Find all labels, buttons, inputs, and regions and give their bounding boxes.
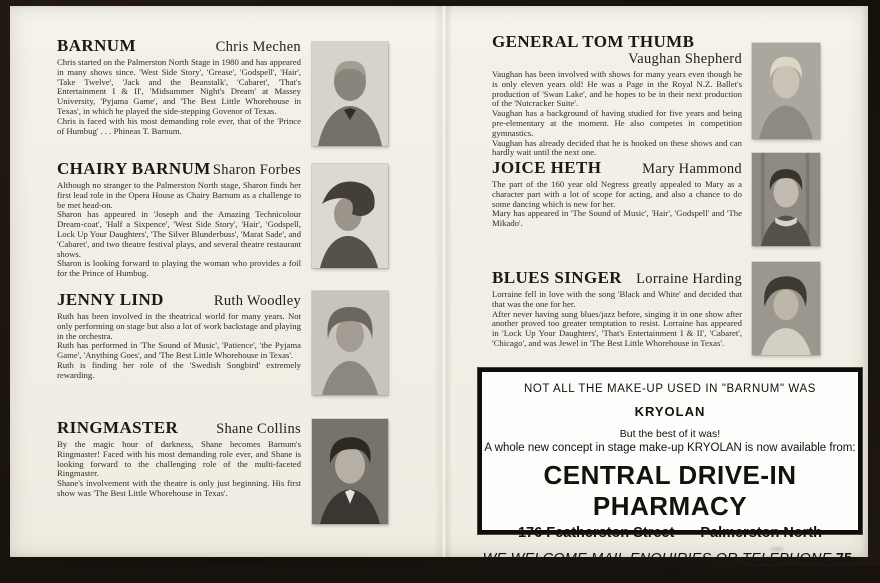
cast-entry-chairy-barnum — [57, 159, 301, 279]
actor-name: Lorraine Harding — [636, 271, 742, 287]
cast-bio — [57, 312, 301, 381]
ad-enquiries-line — [482, 551, 858, 583]
portrait-vaughan-shepherd — [752, 43, 820, 139]
ad-phone-number: 75-549 — [657, 551, 858, 583]
ad-brand-name: KRYOLAN — [634, 404, 706, 419]
portrait-silhouette-icon — [312, 42, 388, 146]
cast-bio — [492, 70, 742, 158]
role-name: BARNUM — [57, 36, 136, 55]
portrait-silhouette-icon — [752, 43, 820, 139]
portrait-ruth-woodley — [312, 291, 388, 395]
bio-paragraph: By the magic hour of darkness, Shane becomes Barnum's Ringmaster! Faced with his most demanding role ever, and Shane is looking forward to the challenging role of the multi-faceted Ringmaster. — [57, 439, 301, 479]
cast-bio — [57, 440, 301, 499]
bio-paragraph: Sharon is looking forward to playing the woman who provides a foil for the Prince of Humbug. — [57, 258, 301, 279]
ad-address-street: 176 Featherston Street — [517, 525, 675, 541]
cast-bio — [492, 290, 742, 349]
portrait-shane-collins — [312, 419, 388, 524]
actor-name: Shane Collins — [216, 421, 301, 437]
portrait-chris-mechen — [312, 42, 388, 146]
portrait-mary-hammond — [752, 153, 820, 246]
page-gutter-fold — [434, 6, 452, 557]
cast-entry-ringmaster — [57, 418, 301, 499]
scan-smudge — [770, 547, 784, 551]
cast-bio — [492, 180, 742, 229]
portrait-silhouette-icon — [752, 262, 820, 355]
bio-paragraph: Although no stranger to the Palmerston North stage, Sharon finds her first lead role in the Opera House as Chairy Barnum as a challenge to be met head-on. — [57, 180, 301, 210]
portrait-silhouette-icon — [312, 164, 388, 268]
ad-pharmacy-name: CENTRAL DRIVE-IN PHARMACY — [543, 460, 797, 521]
portrait-silhouette-icon — [312, 291, 388, 395]
role-name: GENERAL TOM THUMB — [492, 32, 695, 51]
role-name: JENNY LIND — [57, 290, 164, 309]
bio-paragraph: After never having sung blues/jazz before, singing it in one show after another proved too greater temptation to resist. Lorraine has appeared in 'Lock Up Your Daughters', 'That's Entertainment I & II', 'Cabaret', 'Chicago', and was Jewel in 'The Best Little Whorehouse in Texas'. — [492, 308, 742, 348]
ad-body-text: A whole new concept in stage make-up KRYOLAN is now available from: — [484, 442, 856, 454]
cast-entry-barnum — [57, 36, 301, 136]
portrait-silhouette-icon — [752, 153, 820, 246]
actor-name: Ruth Woodley — [213, 293, 301, 309]
actor-name: Sharon Forbes — [212, 162, 301, 178]
ad-address — [482, 525, 858, 541]
bio-paragraph: Chris started on the Palmerston North Stage in 1980 and has appeared in many shows since. 'West Side Story', 'Grease', 'Godspell', 'Hair', 'Take Twelve', 'Jack and the Beanstalk', 'Cabaret', 'That's Entertainment I & II', 'Midsummer Night's Dream' at Massey University, 'Pyjama Game', and 'The Best Little Whorehouse in Texas', in which he played the side-stepping Govenor of Texas. — [57, 57, 301, 116]
ad-tagline: But the best of it was! — [619, 428, 721, 440]
cast-entry-joice-heth — [492, 158, 742, 229]
actor-name: Mary Hammond — [642, 161, 742, 177]
bio-paragraph: Ruth has performed in 'The Sound of Music', 'Patience', 'the Pyjama Game', 'Anything Goes', and 'The Best Little Whorehouse in Texas'. — [57, 340, 301, 361]
role-name: BLUES SINGER — [492, 268, 622, 287]
ad-address-city: Palmerston North — [700, 525, 822, 541]
bio-paragraph: Ruth has been involved in the theatrical world for many years. Not only performing on stage but also a lot of work backstage and playing in the orchestra. — [57, 311, 301, 341]
bio-paragraph: Vaughan has a background of having studied for five years and being pre-elementary at the moment. He also competes in competition gymnastics. — [492, 108, 742, 138]
cast-bio — [57, 181, 301, 279]
cast-entry-blues-singer — [492, 268, 742, 349]
actor-name: Chris Mechen — [215, 39, 301, 55]
ad-headline: NOT ALL THE MAKE-UP USED IN "BARNUM" WAS — [523, 383, 817, 395]
bio-paragraph: Chris is faced with his most demanding role ever, that of the 'Prince of Humbug' . . . Phineas T. Barnum. — [57, 115, 301, 136]
ad-enquiries-text: WE WELCOME MAIL ENQUIRIES OR TELEPHONE — [482, 551, 832, 567]
bio-paragraph: Vaughan has been involved with shows for many years even though he is only eleven years old! He was a Page in the Royal N.Z. Ballet's production of 'Swan Lake', and he hopes to be in their next production of the 'Nutcracker Suite'. — [492, 69, 742, 109]
bio-paragraph: Ruth is finding her role of the 'Swedish Songbird' extremely rewarding. — [57, 359, 301, 380]
cast-entry-jenny-lind — [57, 290, 301, 381]
bio-paragraph: Lorraine fell in love with the song 'Black and White' and decided that that was the one for her. — [492, 289, 742, 309]
programme-page-spread — [10, 6, 868, 583]
role-name: CHAIRY BARNUM — [57, 159, 211, 178]
bio-paragraph: Vaughan has already decided that he is hooked on these shows and can hardly wait until the next one. — [492, 137, 742, 158]
bio-paragraph: Shane's involvement with the theatre is only just beginning. His first show was 'The Best Little Whorehouse in Texas'. — [57, 478, 301, 498]
portrait-sharon-forbes — [312, 164, 388, 268]
role-name: RINGMASTER — [57, 418, 179, 437]
kryolan-advertisement — [478, 368, 862, 583]
portrait-silhouette-icon — [312, 419, 388, 524]
bio-paragraph: Mary has appeared in 'The Sound of Music', 'Hair', 'Godspell' and 'The Mikado'. — [492, 208, 742, 229]
cast-entry-general-tom-thumb — [492, 32, 742, 158]
portrait-lorraine-harding — [752, 262, 820, 355]
cast-bio — [57, 58, 301, 136]
actor-name: Vaughan Shepherd — [628, 51, 742, 67]
role-name: JOICE HETH — [492, 158, 602, 177]
bio-paragraph: Sharon has appeared in 'Joseph and the Amazing Technicolour Dream-coat', 'Half a Sixpence', 'West Side Story', 'Hair', 'Godspell, Lock Up Your Daughters', 'The Silver Blunderbuss', 'Marat Sade', and 'Cabaret', and two theatre festival plays, and several theatre restaurant shows. — [57, 209, 301, 259]
bio-paragraph: The part of the 160 year old Negress greatly appealed to Mary as a character part with a lot of scope for acting, and also a chance to do some dancing which is new for her. — [492, 179, 742, 209]
